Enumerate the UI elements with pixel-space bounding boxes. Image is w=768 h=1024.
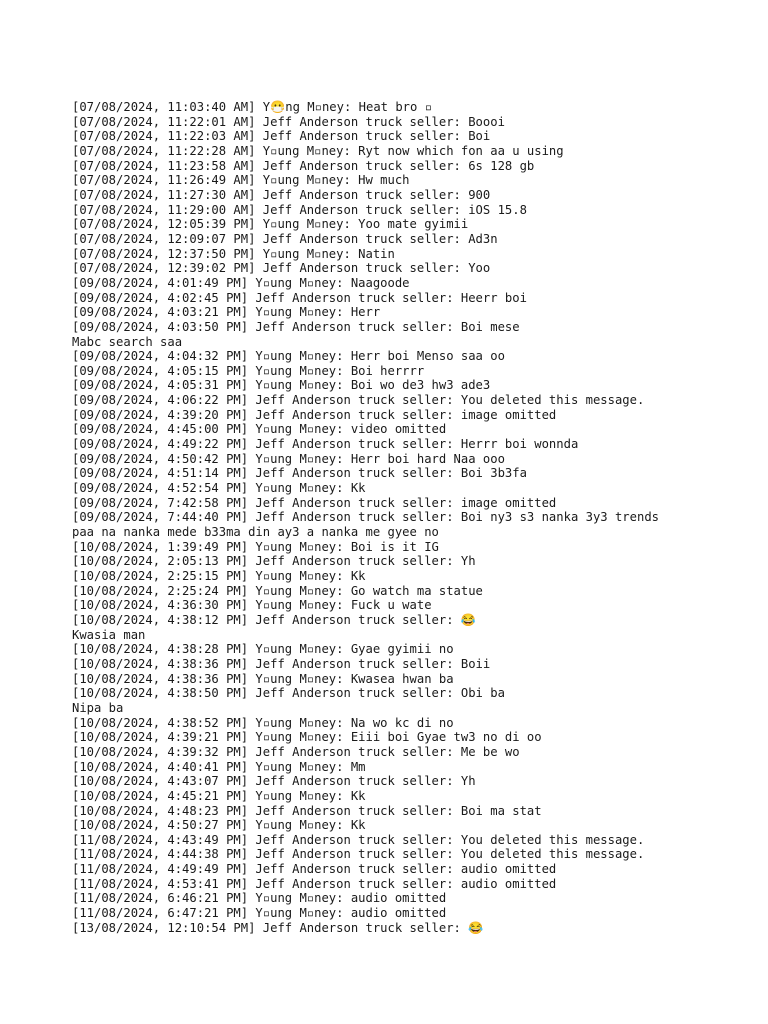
chat-line: [10/08/2024, 4:48:23 PM] Jeff Anderson truck seller: Boi ma stat [72,803,542,818]
chat-line: [09/08/2024, 7:42:58 PM] Jeff Anderson truck seller: image omitted [72,495,557,510]
chat-line: [11/08/2024, 6:46:21 PM] Y▫ung M▫ney: audio omitted [72,891,447,906]
chat-line: [10/08/2024, 4:40:41 PM] Y▫ung M▫ney: Mm [72,759,366,774]
chat-line: [10/08/2024, 4:38:52 PM] Y▫ung M▫ney: Na wo kc di no [72,715,454,730]
chat-line: [09/08/2024, 4:05:31 PM] Y▫ung M▫ney: Boi wo de3 hw3 ade3 [72,378,491,393]
chat-line: [09/08/2024, 4:05:15 PM] Y▫ung M▫ney: Boi herrrr [72,363,425,378]
chat-line: Kwasia man [72,627,146,642]
chat-line: [11/08/2024, 4:49:49 PM] Jeff Anderson truck seller: audio omitted [72,862,557,877]
chat-line: [07/08/2024, 12:05:39 PM] Y▫ung M▫ney: Yoo mate gyimii [72,217,469,232]
chat-line: [07/08/2024, 12:39:02 PM] Jeff Anderson truck seller: Yoo [72,261,491,276]
chat-line: [10/08/2024, 4:39:21 PM] Y▫ung M▫ney: Eiii boi Gyae tw3 no di oo [72,730,542,745]
chat-line: [07/08/2024, 11:23:58 AM] Jeff Anderson truck seller: 6s 128 gb [72,158,535,173]
chat-line: [13/08/2024, 12:10:54 PM] Jeff Anderson truck seller: 😂 [72,920,484,935]
chat-line: [07/08/2024, 11:22:01 AM] Jeff Anderson truck seller: Boooi [72,114,505,129]
chat-line: [09/08/2024, 4:39:20 PM] Jeff Anderson truck seller: image omitted [72,407,557,422]
chat-line: [11/08/2024, 4:53:41 PM] Jeff Anderson truck seller: audio omitted [72,876,557,891]
chat-line: [10/08/2024, 4:50:27 PM] Y▫ung M▫ney: Kk [72,818,366,833]
chat-line: [07/08/2024, 12:09:07 PM] Jeff Anderson truck seller: Ad3n [72,231,498,246]
chat-line: [10/08/2024, 4:43:07 PM] Jeff Anderson truck seller: Yh [72,774,476,789]
chat-line: paa na nanka mede b33ma din ay3 a nanka me gyee no [72,525,439,540]
chat-line: [10/08/2024, 4:38:12 PM] Jeff Anderson truck seller: 😂 [72,612,477,627]
chat-line: [11/08/2024, 4:44:38 PM] Jeff Anderson truck seller: You deleted this message. [72,847,645,862]
chat-line: [07/08/2024, 11:26:49 AM] Y▫ung M▫ney: Hw much [72,173,410,188]
chat-line: [09/08/2024, 4:51:14 PM] Jeff Anderson truck seller: Boi 3b3fa [72,466,527,481]
chat-line: [10/08/2024, 4:38:36 PM] Y▫ung M▫ney: Kwasea hwan ba [72,671,454,686]
chat-line: [10/08/2024, 4:39:32 PM] Jeff Anderson truck seller: Me be wo [72,744,520,759]
chat-line: [10/08/2024, 4:38:50 PM] Jeff Anderson truck seller: Obi ba [72,686,505,701]
chat-line: [10/08/2024, 4:38:28 PM] Y▫ung M▫ney: Gyae gyimii no [72,642,454,657]
chat-line: [07/08/2024, 11:29:00 AM] Jeff Anderson truck seller: iOS 15.8 [72,202,527,217]
chat-line: [09/08/2024, 4:50:42 PM] Y▫ung M▫ney: Herr boi hard Naa ooo [72,451,505,466]
chat-line: [07/08/2024, 11:03:40 AM] Y😷ng M▫ney: Heat bro ▫ [72,100,433,114]
chat-line: [09/08/2024, 4:06:22 PM] Jeff Anderson truck seller: You deleted this message. [72,393,645,408]
chat-line: [09/08/2024, 4:04:32 PM] Y▫ung M▫ney: Herr boi Menso saa oo [72,349,505,364]
chat-line: [10/08/2024, 4:36:30 PM] Y▫ung M▫ney: Fuck u wate [72,598,432,613]
chat-line: [10/08/2024, 2:25:24 PM] Y▫ung M▫ney: Go watch ma statue [72,583,483,598]
chat-line: [11/08/2024, 4:43:49 PM] Jeff Anderson truck seller: You deleted this message. [72,832,645,847]
chat-line: [09/08/2024, 4:03:21 PM] Y▫ung M▫ney: Herr [72,305,381,320]
chat-line: [09/08/2024, 4:01:49 PM] Y▫ung M▫ney: Naagoode [72,275,410,290]
chat-line: [10/08/2024, 4:45:21 PM] Y▫ung M▫ney: Kk [72,788,366,803]
chat-line: [07/08/2024, 11:22:28 AM] Y▫ung M▫ney: Ryt now which fon aa u using [72,143,564,158]
chat-line: Mabc search saa [72,334,183,349]
chat-line: [07/08/2024, 12:37:50 PM] Y▫ung M▫ney: Natin [72,246,395,261]
chat-line: [10/08/2024, 1:39:49 PM] Y▫ung M▫ney: Boi is it IG [72,539,439,554]
chat-line: [09/08/2024, 4:45:00 PM] Y▫ung M▫ney: video omitted [72,422,447,437]
chat-line: [07/08/2024, 11:22:03 AM] Jeff Anderson truck seller: Boi [72,129,491,144]
chat-line: [09/08/2024, 4:52:54 PM] Y▫ung M▫ney: Kk [72,481,366,496]
chat-line: [10/08/2024, 4:38:36 PM] Jeff Anderson truck seller: Boii [72,656,491,671]
chat-line: [09/08/2024, 7:44:40 PM] Jeff Anderson truck seller: Boi ny3 s3 nanka 3y3 trends [72,510,659,525]
chat-log [72,100,732,935]
chat-line: [09/08/2024, 4:49:22 PM] Jeff Anderson truck seller: Herrr boi wonnda [72,437,579,452]
chat-line: [09/08/2024, 4:02:45 PM] Jeff Anderson truck seller: Heerr boi [72,290,527,305]
chat-line: [07/08/2024, 11:27:30 AM] Jeff Anderson truck seller: 900 [72,187,491,202]
chat-line: Nipa ba [72,700,124,715]
chat-line: [10/08/2024, 2:25:15 PM] Y▫ung M▫ney: Kk [72,569,366,583]
chat-line: [11/08/2024, 6:47:21 PM] Y▫ung M▫ney: audio omitted [72,906,447,921]
chat-line: [09/08/2024, 4:03:50 PM] Jeff Anderson truck seller: Boi mese [72,319,520,334]
chat-line: [10/08/2024, 2:05:13 PM] Jeff Anderson truck seller: Yh [72,554,476,569]
